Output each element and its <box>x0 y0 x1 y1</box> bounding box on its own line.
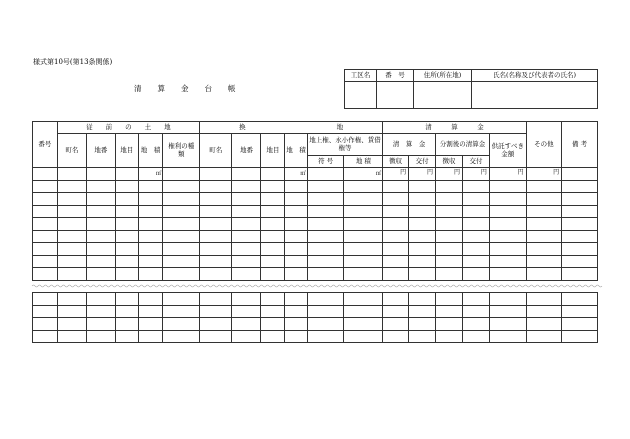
ledger-cell[interactable] <box>307 193 344 206</box>
ledger-cell[interactable] <box>33 218 58 231</box>
ledger-cell[interactable] <box>462 268 489 281</box>
ledger-cell[interactable] <box>489 305 526 318</box>
ledger-cell[interactable] <box>462 218 489 231</box>
title-char: 台 <box>204 84 212 93</box>
ledger-cell[interactable] <box>526 318 562 331</box>
ledger-cell[interactable] <box>409 268 436 281</box>
ledger-row <box>33 243 598 256</box>
ledger-cell[interactable] <box>344 193 383 206</box>
ledger-cell[interactable] <box>57 205 86 218</box>
wave-path <box>32 285 602 287</box>
number-column-header: 番号 <box>33 122 58 168</box>
ledger-cell[interactable] <box>86 230 115 243</box>
ledger-cell[interactable] <box>489 193 526 206</box>
ledger-cell[interactable] <box>232 255 261 268</box>
owner-name-header: 氏名(名称及び代表者の氏名) <box>472 70 598 82</box>
number-field[interactable] <box>377 82 414 109</box>
ledger-cell[interactable] <box>489 243 526 256</box>
ledger-row <box>33 218 598 231</box>
ledger-cell[interactable] <box>344 180 383 193</box>
ledger-cell[interactable] <box>285 330 308 343</box>
ledger-cell[interactable] <box>163 230 200 243</box>
ledger-cell[interactable] <box>86 255 115 268</box>
ledger-cell[interactable] <box>57 293 86 306</box>
ledger-cell[interactable] <box>261 193 285 206</box>
ledger-cell[interactable] <box>409 305 436 318</box>
ledger-cell[interactable] <box>33 268 58 281</box>
ledger-cell[interactable] <box>138 243 163 256</box>
ledger-cell[interactable] <box>409 330 436 343</box>
title-char: 清 <box>134 84 142 93</box>
ledger-cell[interactable] <box>285 243 308 256</box>
ledger-cell[interactable] <box>232 205 261 218</box>
ledger-cell[interactable] <box>115 218 138 231</box>
ledger-cell[interactable] <box>383 268 409 281</box>
ledger-cell[interactable] <box>232 218 261 231</box>
ledger-cell[interactable] <box>163 180 200 193</box>
address-header: 住所(所在地) <box>414 70 472 82</box>
ledger-cell[interactable] <box>261 255 285 268</box>
ledger-cell[interactable] <box>489 180 526 193</box>
ledger-cell[interactable] <box>200 318 232 331</box>
ledger-cell[interactable] <box>489 293 526 306</box>
ledger-cell[interactable] <box>562 255 598 268</box>
ledger-cell[interactable] <box>115 305 138 318</box>
ledger-cell[interactable] <box>163 318 200 331</box>
deposit-amount-header: 供託すべき金額 <box>489 134 526 168</box>
ledger-cell[interactable] <box>526 305 562 318</box>
ledger-cell[interactable] <box>383 205 409 218</box>
ledger-cell[interactable] <box>200 218 232 231</box>
ledger-cell[interactable] <box>344 205 383 218</box>
unit-label: 円 <box>526 168 562 181</box>
ledger-cell[interactable] <box>115 180 138 193</box>
ledger-cell[interactable] <box>57 255 86 268</box>
ledger-row <box>33 330 598 343</box>
ledger-cell[interactable] <box>409 193 436 206</box>
ledger-cell[interactable] <box>383 193 409 206</box>
ledger-cell[interactable] <box>436 230 463 243</box>
ledger-cell[interactable] <box>57 243 86 256</box>
ledger-cell[interactable] <box>307 330 344 343</box>
ledger-cell[interactable] <box>261 230 285 243</box>
ledger-cell[interactable] <box>562 330 598 343</box>
ledger-cell[interactable] <box>436 330 463 343</box>
ledger-cell[interactable] <box>138 205 163 218</box>
ledger-cell[interactable] <box>409 218 436 231</box>
settlement-ledger-table <box>32 121 598 343</box>
ledger-row <box>33 205 598 218</box>
ledger-cell[interactable] <box>33 230 58 243</box>
ledger-cell[interactable] <box>307 293 344 306</box>
ledger-cell[interactable] <box>409 255 436 268</box>
ledger-cell[interactable] <box>232 243 261 256</box>
ledger-cell[interactable] <box>307 255 344 268</box>
ledger-cell[interactable] <box>307 205 344 218</box>
ledger-cell[interactable] <box>261 330 285 343</box>
ledger-cell[interactable] <box>409 180 436 193</box>
ledger-cell[interactable] <box>33 243 58 256</box>
ledger-cell[interactable] <box>344 218 383 231</box>
ledger-row <box>33 193 598 206</box>
ledger-cell[interactable] <box>57 318 86 331</box>
superficies-rights-header: 地上権、永小作権、賃借権等 <box>307 134 382 156</box>
ledger-cell[interactable] <box>138 268 163 281</box>
ledger-cell[interactable] <box>261 243 285 256</box>
ex-area-header: 地 積 <box>285 134 308 168</box>
ledger-cell[interactable] <box>489 230 526 243</box>
payment-header: 交付 <box>409 156 436 168</box>
ledger-cell[interactable] <box>344 305 383 318</box>
ledger-cell[interactable] <box>383 255 409 268</box>
owner-info-table <box>344 69 598 109</box>
ledger-cell[interactable] <box>57 230 86 243</box>
unit-label: 円 <box>383 168 409 181</box>
ledger-cell[interactable] <box>200 193 232 206</box>
unit-label: 円 <box>462 168 489 181</box>
ledger-cell[interactable] <box>562 180 598 193</box>
ledger-cell[interactable] <box>33 318 58 331</box>
ledger-cell[interactable] <box>409 205 436 218</box>
ledger-cell[interactable] <box>57 330 86 343</box>
ledger-cell[interactable] <box>526 255 562 268</box>
ledger-cell[interactable] <box>86 193 115 206</box>
ledger-cell[interactable] <box>33 255 58 268</box>
ledger-cell[interactable] <box>57 305 86 318</box>
ledger-cell[interactable] <box>526 330 562 343</box>
ledger-cell[interactable] <box>33 180 58 193</box>
ledger-cell[interactable] <box>200 243 232 256</box>
ledger-cell[interactable] <box>307 180 344 193</box>
ledger-cell[interactable] <box>462 243 489 256</box>
ledger-cell[interactable] <box>261 318 285 331</box>
document-title <box>134 83 252 94</box>
ledger-cell[interactable] <box>383 180 409 193</box>
ledger-cell[interactable] <box>383 330 409 343</box>
ledger-cell[interactable] <box>163 268 200 281</box>
ledger-cell[interactable] <box>200 268 232 281</box>
ledger-cell[interactable] <box>436 318 463 331</box>
title-char: 算 <box>157 84 165 93</box>
ledger-cell[interactable] <box>115 243 138 256</box>
ledger-cell[interactable] <box>33 330 58 343</box>
ledger-cell[interactable] <box>285 268 308 281</box>
settlement-header: 清 算 金 <box>383 122 526 134</box>
unit-label: ㎡ <box>138 168 163 181</box>
title-char: 金 <box>181 84 189 93</box>
ledger-cell[interactable] <box>86 318 115 331</box>
ledger-row <box>33 255 598 268</box>
ledger-cell[interactable] <box>261 293 285 306</box>
ledger-cell[interactable] <box>261 305 285 318</box>
ledger-cell[interactable] <box>200 180 232 193</box>
ex-category-header: 地目 <box>261 134 285 168</box>
ledger-cell[interactable] <box>86 305 115 318</box>
collection-header: 徴収 <box>383 156 409 168</box>
ledger-cell[interactable] <box>436 243 463 256</box>
ledger-cell[interactable] <box>163 330 200 343</box>
ledger-cell[interactable] <box>285 293 308 306</box>
ledger-cell[interactable] <box>526 293 562 306</box>
ledger-cell[interactable] <box>562 268 598 281</box>
unit-label: ㎡ <box>285 168 308 181</box>
ledger-cell[interactable] <box>489 268 526 281</box>
ledger-cell[interactable] <box>86 293 115 306</box>
prev-area-header: 地 積 <box>138 134 163 168</box>
ledger-cell[interactable] <box>232 193 261 206</box>
ledger-cell[interactable] <box>200 255 232 268</box>
ledger-cell[interactable] <box>562 318 598 331</box>
ledger-cell[interactable] <box>409 243 436 256</box>
ledger-cell[interactable] <box>138 305 163 318</box>
ledger-cell[interactable] <box>86 268 115 281</box>
ledger-cell[interactable] <box>115 330 138 343</box>
ledger-cell[interactable] <box>344 255 383 268</box>
ledger-cell[interactable] <box>200 330 232 343</box>
ledger-cell[interactable] <box>200 230 232 243</box>
ledger-cell[interactable] <box>163 218 200 231</box>
ledger-cell[interactable] <box>33 193 58 206</box>
ledger-cell[interactable] <box>138 218 163 231</box>
post-split-settlement-header: 分割後の清算金 <box>436 134 490 156</box>
ledger-cell[interactable] <box>261 180 285 193</box>
ledger-cell[interactable] <box>138 318 163 331</box>
unit-label: 円 <box>489 168 526 181</box>
ledger-cell[interactable] <box>138 180 163 193</box>
settlement-amount-header: 清 算 金 <box>383 134 436 156</box>
ledger-cell[interactable] <box>526 205 562 218</box>
ledger-row <box>33 305 598 318</box>
ledger-cell[interactable] <box>489 218 526 231</box>
ledger-cell[interactable] <box>409 293 436 306</box>
ledger-cell[interactable] <box>344 230 383 243</box>
ledger-cell[interactable] <box>33 293 58 306</box>
ledger-cell[interactable] <box>462 318 489 331</box>
rights-type-header: 権利の種 類 <box>163 134 200 168</box>
ledger-cell[interactable] <box>383 243 409 256</box>
ledger-cell[interactable] <box>232 268 261 281</box>
ledger-cell[interactable] <box>489 255 526 268</box>
ledger-cell[interactable] <box>33 305 58 318</box>
form-number: 様式第10号(第13条関係) <box>33 58 113 66</box>
ledger-cell[interactable] <box>436 305 463 318</box>
ledger-cell[interactable] <box>344 268 383 281</box>
sign-header: 符 号 <box>307 156 344 168</box>
ledger-cell[interactable] <box>200 305 232 318</box>
ledger-cell[interactable] <box>86 218 115 231</box>
ledger-cell[interactable] <box>261 218 285 231</box>
ledger-unit-row <box>33 168 598 181</box>
ledger-cell[interactable] <box>285 218 308 231</box>
ledger-cell[interactable] <box>57 268 86 281</box>
ledger-cell[interactable] <box>489 318 526 331</box>
ledger-cell[interactable] <box>562 305 598 318</box>
ledger-cell[interactable] <box>462 305 489 318</box>
ledger-cell[interactable] <box>261 205 285 218</box>
ledger-cell[interactable] <box>285 193 308 206</box>
split-payment-header: 交付 <box>462 156 489 168</box>
ledger-cell[interactable] <box>383 305 409 318</box>
ledger-row <box>33 180 598 193</box>
ledger-cell[interactable] <box>115 255 138 268</box>
ledger-cell[interactable] <box>526 218 562 231</box>
other-column-header: その他 <box>526 122 562 168</box>
ledger-cell[interactable] <box>138 255 163 268</box>
ledger-cell[interactable] <box>562 205 598 218</box>
ledger-cell[interactable] <box>138 330 163 343</box>
number-header: 番 号 <box>377 70 414 82</box>
ledger-cell[interactable] <box>307 243 344 256</box>
ledger-cell[interactable] <box>115 230 138 243</box>
ledger-cell[interactable] <box>285 230 308 243</box>
ledger-cell[interactable] <box>86 180 115 193</box>
ledger-cell[interactable] <box>285 180 308 193</box>
ledger-cell[interactable] <box>138 293 163 306</box>
ledger-cell[interactable] <box>232 318 261 331</box>
ledger-cell[interactable] <box>232 230 261 243</box>
ledger-cell[interactable] <box>462 193 489 206</box>
ledger-cell[interactable] <box>462 230 489 243</box>
ledger-cell[interactable] <box>163 293 200 306</box>
ledger-cell[interactable] <box>86 205 115 218</box>
ledger-cell[interactable] <box>138 230 163 243</box>
split-collection-header: 徴収 <box>436 156 463 168</box>
ledger-cell[interactable] <box>115 205 138 218</box>
ledger-cell[interactable] <box>436 268 463 281</box>
ledger-cell[interactable] <box>489 330 526 343</box>
ledger-cell[interactable] <box>86 243 115 256</box>
ledger-cell[interactable] <box>462 255 489 268</box>
ledger-cell[interactable] <box>33 205 58 218</box>
ledger-cell[interactable] <box>462 180 489 193</box>
ledger-cell[interactable] <box>462 205 489 218</box>
ledger-cell[interactable] <box>344 293 383 306</box>
ex-lot-header: 地番 <box>232 134 261 168</box>
ledger-cell[interactable] <box>409 230 436 243</box>
ledger-cell[interactable] <box>115 293 138 306</box>
ledger-cell[interactable] <box>307 268 344 281</box>
ledger-cell[interactable] <box>285 205 308 218</box>
ex-town-header: 町名 <box>200 134 232 168</box>
ledger-cell[interactable] <box>436 193 463 206</box>
ledger-cell[interactable] <box>436 255 463 268</box>
district-name-field[interactable] <box>345 82 377 109</box>
ledger-cell[interactable] <box>307 218 344 231</box>
ledger-cell[interactable] <box>163 205 200 218</box>
unit-label: 円 <box>409 168 436 181</box>
ledger-cell[interactable] <box>138 193 163 206</box>
ledger-cell[interactable] <box>200 293 232 306</box>
ledger-cell[interactable] <box>562 193 598 206</box>
ledger-cell[interactable] <box>562 243 598 256</box>
rights-area-header: 地 積 <box>344 156 383 168</box>
ledger-cell[interactable] <box>489 205 526 218</box>
ledger-cell[interactable] <box>462 293 489 306</box>
ledger-cell[interactable] <box>115 268 138 281</box>
ledger-cell[interactable] <box>232 293 261 306</box>
ledger-cell[interactable] <box>436 180 463 193</box>
ledger-cell[interactable] <box>307 230 344 243</box>
ledger-cell[interactable] <box>383 293 409 306</box>
ledger-cell[interactable] <box>307 305 344 318</box>
ledger-row <box>33 293 598 306</box>
unit-label: 円 <box>436 168 463 181</box>
unit-label: ㎡ <box>344 168 383 181</box>
ledger-cell[interactable] <box>115 193 138 206</box>
previous-land-header: 従 前 の 土 地 <box>57 122 199 134</box>
ledger-cell[interactable] <box>344 330 383 343</box>
ledger-cell[interactable] <box>163 305 200 318</box>
owner-name-field[interactable] <box>472 82 598 109</box>
district-name-header: 工区名 <box>345 70 377 82</box>
ledger-cell[interactable] <box>163 193 200 206</box>
ledger-cell[interactable] <box>383 218 409 231</box>
ledger-row <box>33 268 598 281</box>
address-field[interactable] <box>414 82 472 109</box>
ledger-cell[interactable] <box>436 218 463 231</box>
ledger-cell[interactable] <box>409 318 436 331</box>
ledger-cell[interactable] <box>526 268 562 281</box>
ledger-cell[interactable] <box>57 180 86 193</box>
prev-town-header: 町名 <box>57 134 86 168</box>
ledger-row <box>33 230 598 243</box>
remarks-column-header: 備 考 <box>562 122 598 168</box>
ledger-cell[interactable] <box>526 193 562 206</box>
ledger-cell[interactable] <box>436 205 463 218</box>
ledger-cell[interactable] <box>115 318 138 331</box>
ledger-cell[interactable] <box>86 330 115 343</box>
replotted-land-header: 換 地 <box>200 122 383 134</box>
ledger-cell[interactable] <box>562 293 598 306</box>
ledger-cell[interactable] <box>307 318 344 331</box>
prev-category-header: 地目 <box>115 134 138 168</box>
ledger-cell[interactable] <box>383 230 409 243</box>
ledger-cell[interactable] <box>526 243 562 256</box>
ledger-cell[interactable] <box>526 230 562 243</box>
ledger-cell[interactable] <box>200 205 232 218</box>
ledger-cell[interactable] <box>163 255 200 268</box>
ledger-cell[interactable] <box>232 305 261 318</box>
ledger-cell[interactable] <box>232 330 261 343</box>
ledger-cell[interactable] <box>261 268 285 281</box>
ledger-cell[interactable] <box>526 180 562 193</box>
ledger-cell[interactable] <box>57 218 86 231</box>
ledger-cell[interactable] <box>344 243 383 256</box>
ledger-cell[interactable] <box>562 230 598 243</box>
ledger-cell[interactable] <box>57 193 86 206</box>
ledger-cell[interactable] <box>462 330 489 343</box>
title-char: 帳 <box>228 84 236 93</box>
ledger-cell[interactable] <box>436 293 463 306</box>
prev-lot-header: 地番 <box>86 134 115 168</box>
ledger-row <box>33 318 598 331</box>
ledger-cell[interactable] <box>344 318 383 331</box>
page-break-wave <box>32 284 598 288</box>
ledger-cell[interactable] <box>562 218 598 231</box>
ledger-cell[interactable] <box>285 255 308 268</box>
ledger-cell[interactable] <box>232 180 261 193</box>
ledger-cell[interactable] <box>383 318 409 331</box>
ledger-cell[interactable] <box>285 305 308 318</box>
ledger-cell[interactable] <box>285 318 308 331</box>
ledger-cell[interactable] <box>163 243 200 256</box>
